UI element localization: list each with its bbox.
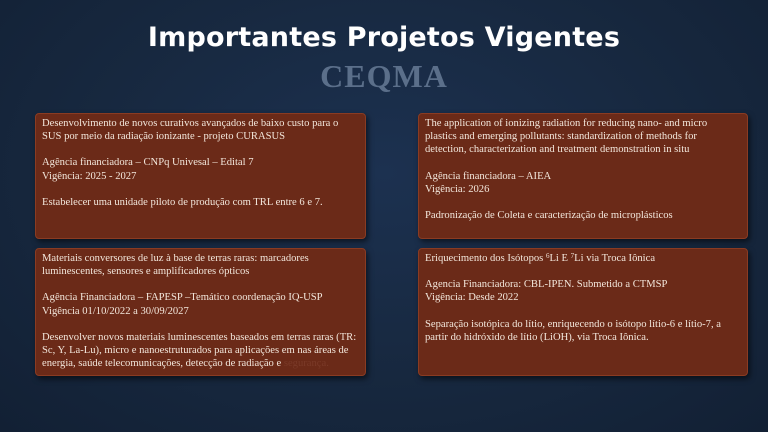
project-period: Vigência: Desde 2022: [425, 292, 519, 304]
project-objective: Estabelecer uma unidade piloto de produção com TRL entre 6 e 7.: [42, 196, 323, 208]
project-objective: [42, 331, 359, 371]
project-agency: Agência financiadora – AIEA: [425, 170, 552, 182]
project-period: Vigência: 2026: [425, 183, 490, 195]
project-card-lithium: [418, 248, 748, 376]
project-title-suffix: Li via Troca Iônica: [574, 253, 656, 264]
project-title: Materiais conversores de luz à base de terras raras: marcadores luminescentes, sensores e amplificadores ópticos: [42, 253, 309, 278]
project-title: [425, 252, 741, 265]
project-title: The application of ionizing radiation for reducing nano- and micro plastics and emerging pollutants: standardization of methods for detection, characterization and treatment demonstration in situ: [425, 118, 708, 156]
slide-subtitle: CEQMA: [320, 58, 448, 94]
isotope-7-superscript: 7: [570, 252, 575, 260]
project-objective-tail: segurança.: [283, 358, 329, 370]
project-period: Vigência: 2025 - 2027: [42, 170, 137, 182]
project-objective-text: Desenvolver novos materiais luminescentes baseados em terras raras (TR: Sc, Y, La-Lu), micro e nanoestruturados para aplicações em nas áreas de energia, saúde telecomunicações, detecção de radiação e: [42, 331, 357, 370]
project-agency: Agência financiadora – CNPq Univesal – Edital 7: [42, 157, 254, 169]
project-objective: Padronização de Coleta e caracterização de microplásticos: [425, 210, 673, 222]
project-title: Desenvolvimento de novos curativos avançados de baixo custo para o SUS por meio da radiação ionizante - projeto CURASUS: [42, 118, 339, 143]
project-agency: Agencia Financiadora: CBL-IPEN. Submetido a CTMSP: [425, 279, 668, 291]
project-card-aiea: [418, 113, 748, 239]
project-agency: Agência Financiadora – FAPESP –Temático coordenação IQ-USP: [42, 292, 323, 304]
project-card-fapesp: [35, 248, 366, 376]
isotope-6-superscript: 6: [545, 252, 550, 260]
project-objective: Separação isotópica do lítio, enriquecendo o isótopo lítio-6 e lítio-7, a partir do hidróxido de lítio (LiOH), via Troca Iônica.: [425, 318, 721, 343]
project-title-mid: Li E: [549, 253, 571, 264]
project-period: Vigência 01/10/2022 a 30/09/2027: [42, 305, 189, 317]
project-card-curasus: [35, 113, 366, 239]
slide-title: Importantes Projetos Vigentes: [147, 22, 621, 53]
project-title-prefix: Eriquecimento dos Isótopos: [425, 253, 546, 264]
